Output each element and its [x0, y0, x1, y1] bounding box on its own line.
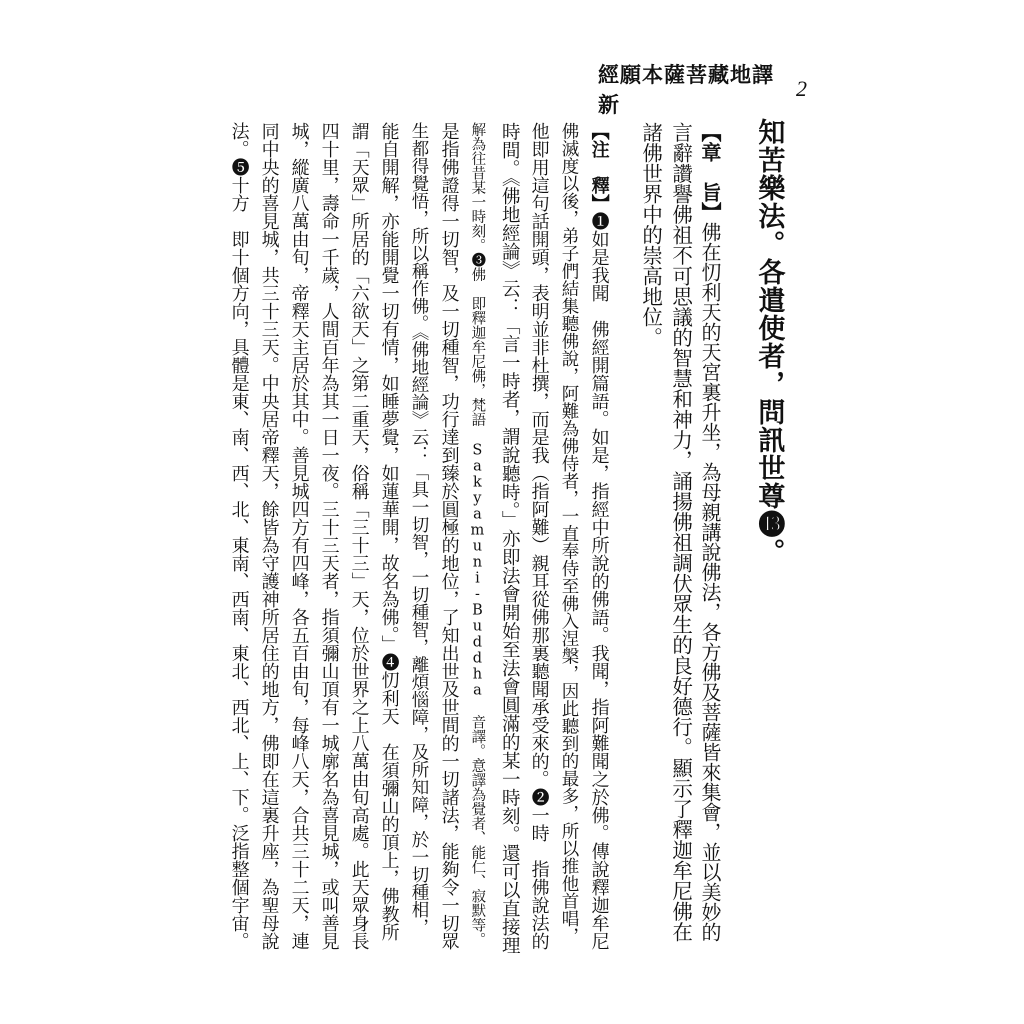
notes-line-9: 謂「天眾」所居的「六欲天」之第二重天，俗稱「三十三」天，位於世界之上八萬由旬高處。此天眾身長 — [348, 122, 370, 950]
summary-label: 【章 旨】 — [698, 122, 722, 222]
notes-line-2: 佛滅度以後，弟子們結集聽佛說，阿難為佛侍者，一直奉侍至佛入涅槃，因此聽到的最多，所以推他首唱， — [559, 122, 579, 945]
notes-line-8: 能自開解，亦能開覺一切有情，如睡夢覺，如蓮華開，故名為佛。」❹忉利天 在須彌山的頂上，佛教所 — [378, 122, 400, 941]
notes-line-3: 他即用這句話開頭，表明並非杜撰，而是我（指阿難）親耳從佛那裏聽聞承受來的。❷一時 指佛說法的 — [528, 122, 550, 950]
notes-line-11: 城，縱廣八萬由旬，帝釋天主居於其中。善見城四方有四峰，各五百由旬，每峰八天，合共三十二天，連 — [288, 122, 310, 950]
sutra-verse: 知苦樂法。各遣使者，問訊世尊⓭。 — [753, 118, 785, 566]
page-header — [598, 62, 808, 117]
summary-line-3: 諸佛世界中的崇高地位。 — [638, 122, 663, 348]
notes-text-1: ❶如是我聞 佛經開篇語。如是，指經中所說的佛語。我聞，指阿難聞之於佛。傳說釋迦牟尼 — [588, 212, 610, 950]
summary-text-1: 佛在忉利天的天宮裏升坐，為母親講說佛法，各方佛及菩薩皆來集會，並以美妙的 — [698, 222, 722, 942]
page-number: 2 — [796, 76, 808, 101]
notes-line-5: 解為往昔某一時刻。❸佛 即釋迦牟尼佛，梵語 Sakyamuni-Buddha 音譯。意譯為覺者、能仁、寂默等。 — [469, 122, 486, 947]
book-title: 經願本薩菩藏地譯新 — [598, 62, 774, 117]
notes-line-10: 四十里，壽命一千歲，人間百年為其一日一夜。三十三天者，指須彌山頂有一城廓名為喜見城，或叫善見 — [318, 122, 340, 950]
notes-label: 【注 釋】 — [588, 122, 610, 212]
summary-line-1 — [698, 122, 722, 942]
summary-line-2: 言辭讚譽佛祖不可思議的智慧和神力，誦揚佛祖調伏眾生的良好德行。顯示了釋迦牟尼佛在 — [668, 122, 693, 942]
notes-line-13: 法。❺十方 即十個方向，具體是東、南、西、北、東南、西南、東北、西北、上、下。泛指整個宇宙。 — [228, 122, 250, 950]
notes-line-6: 是指佛證得一切智，及一切種智，功行達到臻於圓極的地位，了知出世及世間的一切諸法，能夠令一切眾 — [438, 122, 460, 950]
notes-line-12: 同中央的喜見城，共三十三天。中央居帝釋天，餘皆為守護神所居住的地方，佛即在這裏升座，為聖母說 — [258, 122, 280, 950]
notes-line-1 — [588, 122, 610, 950]
notes-line-7: 生都得覺悟，所以稱作佛。《佛地經論》云：「具一切智，一切種智，離煩惱障，及所知障，於一切種相， — [409, 122, 429, 936]
notes-line-4: 時間。《佛地經論》云：「言一時者，謂說聽時。」亦即法會開始至法會圓滿的某一時刻。還可以直接理 — [499, 122, 521, 955]
